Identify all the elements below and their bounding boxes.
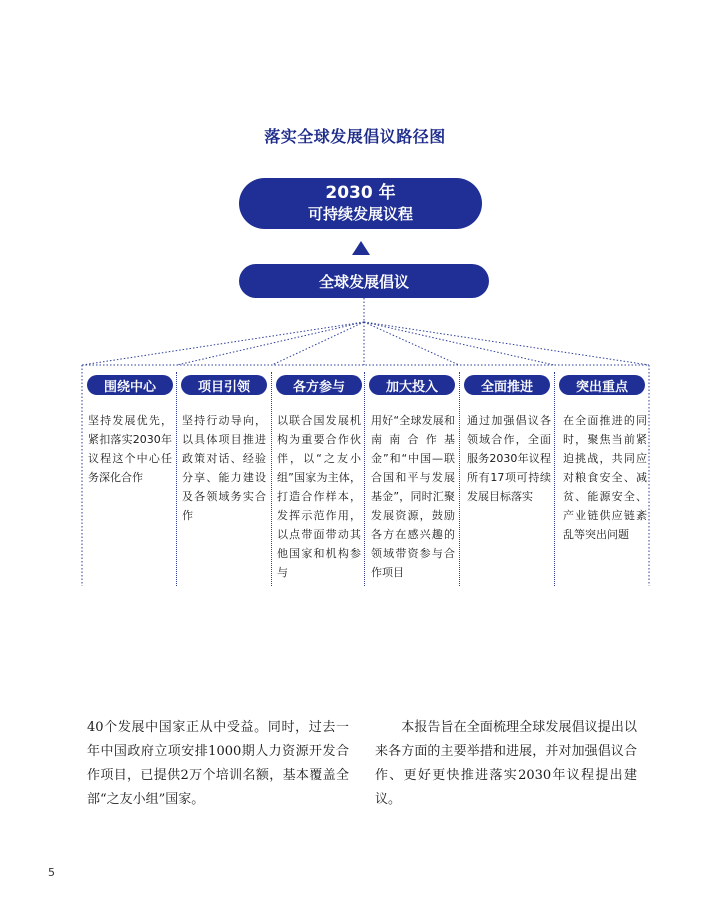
column-title-investment: 加大投入 bbox=[369, 375, 455, 395]
column-divider bbox=[459, 372, 460, 586]
body-paragraph-left: 40个发展中国家正从中受益。同时，过去一年中国政府立项安排1000期人力资源开发合作项目，已提供2万个培训名额，基本覆盖全部“之友小组”国家。 bbox=[87, 720, 349, 807]
column-text-projects: 坚持行动导向，以具体项目推进政策对话、经验分享、能力建设及各领域务实合作 bbox=[182, 414, 266, 522]
column-title-projects: 项目引领 bbox=[181, 375, 267, 395]
column-title-center: 围绕中心 bbox=[87, 375, 173, 395]
column-divider bbox=[271, 372, 272, 586]
column-divider bbox=[554, 372, 555, 586]
column-divider bbox=[176, 372, 177, 586]
column-divider bbox=[364, 372, 365, 586]
column-title-participation: 各方参与 bbox=[276, 375, 362, 395]
gdi-box: 全球发展倡议 bbox=[239, 264, 489, 298]
column-text-investment: 用好“全球发展和南南合作基金”和“中国—联合国和平与发展基金”，同时汇聚发展资源，鼓励各方在感兴趣的领域带资参与合作项目 bbox=[371, 414, 455, 579]
column-text-participation: 以联合国发展机构为重要合作伙伴，以“之友小组”国家为主体，打造合作样本，发挥示范作用，以点带面带动其他国家和机构参与 bbox=[277, 414, 361, 579]
agenda-year: 2030 年 bbox=[325, 183, 396, 203]
column-title-focus: 突出重点 bbox=[559, 375, 645, 395]
column-text-focus: 在全面推进的同时，聚焦当前紧迫挑战，共同应对粮食安全、减贫、能源安全、产业链供应链紊乱等突出问题 bbox=[563, 414, 647, 541]
column-title-advance: 全面推进 bbox=[464, 375, 550, 395]
page-number: 5 bbox=[48, 866, 55, 879]
column-text-advance: 通过加强倡议各领域合作，全面服务2030年议程所有17项可持续发展目标落实 bbox=[467, 414, 551, 503]
column-text-center: 坚持发展优先，紧扣落实2030年议程这个中心任务深化合作 bbox=[88, 414, 172, 484]
body-paragraph-right: 本报告旨在全面梳理全球发展倡议提出以来各方面的主要举措和进展，并对加强倡议合作、更好更快推进落实2030年议程提出建议。 bbox=[375, 720, 637, 807]
diagram-title: 落实全球发展倡议路径图 bbox=[264, 127, 446, 146]
agenda-name: 可持续发展议程 bbox=[307, 205, 413, 223]
